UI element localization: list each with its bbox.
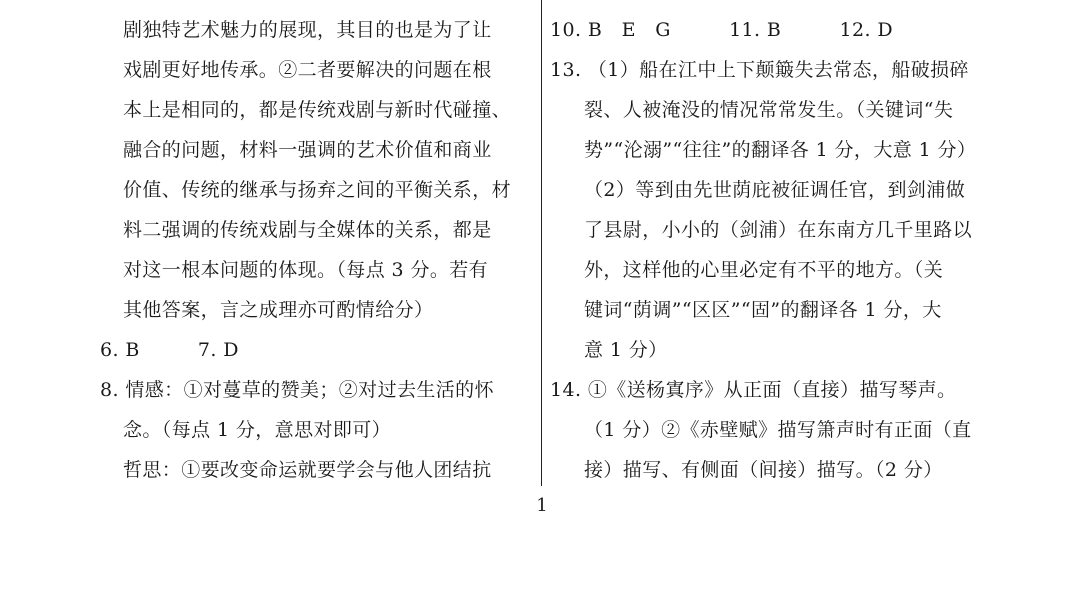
- answer-13-line-8: 意 1 分）: [584, 339, 668, 361]
- answer-6-7: 6. B 7. D: [100, 339, 239, 361]
- answer-8-line-2: 念。（每点 1 分，意思对即可）: [123, 419, 392, 441]
- answer-13-line-6: 外，这样他的心里必定有不平的地方。（关: [584, 259, 944, 281]
- page-number: 1: [536, 495, 548, 516]
- left-line-7: 对这一根本问题的体现。（每点 3 分。若有: [123, 259, 489, 281]
- left-line-5: 价值、传统的继承与扬弃之间的平衡关系，材: [123, 179, 512, 201]
- answer-14-line-1: 14. ①《送杨寘序》从正面（直接）描写琴声。: [550, 379, 957, 401]
- answer-13-line-4: （2）等到由先世荫庇被征调任官，到剑浦做: [584, 179, 966, 201]
- left-line-1: 剧独特艺术魅力的展现，其目的也是为了让: [123, 19, 492, 41]
- answer-13-line-1: 13. （1）船在江中上下颠簸失去常态，船破损碎: [550, 59, 969, 81]
- answer-14-line-3: 接）描写、有侧面（间接）描写。（2 分）: [584, 459, 943, 481]
- answer-8-line-3: 哲思：①要改变命运就要学会与他人团结抗: [123, 459, 492, 481]
- left-line-8: 其他答案，言之成理亦可酌情给分）: [123, 299, 434, 321]
- answer-8-line-1: 8. 情感：①对蔓草的赞美；②对过去生活的怀: [100, 379, 494, 401]
- left-line-3: 本上是相同的，都是传统戏剧与新时代碰撞、: [123, 99, 512, 121]
- left-line-6: 料二强调的传统戏剧与全媒体的关系，都是: [123, 219, 492, 241]
- answer-14-line-2: （1 分）②《赤壁赋》描写箫声时有正面（直: [584, 419, 972, 441]
- answer-13-line-2: 裂、人被淹没的情况常常发生。（关键词“失: [584, 99, 954, 121]
- answer-13-line-5: 了县尉，小小的（剑浦）在东南方几千里路以: [584, 219, 973, 241]
- left-line-4: 融合的问题，材料一强调的艺术价值和商业: [123, 139, 492, 161]
- answer-10-12: 10. B E G 11. B 12. D: [550, 19, 893, 41]
- answer-13-line-3: 势”“沦溺”“往往”的翻译各 1 分，大意 1 分）: [584, 139, 977, 161]
- left-line-2: 戏剧更好地传承。②二者要解决的问题在根: [123, 59, 492, 81]
- answer-13-line-7: 键词“荫调”“区区”“固”的翻译各 1 分，大: [584, 299, 942, 321]
- column-divider: [541, 0, 542, 486]
